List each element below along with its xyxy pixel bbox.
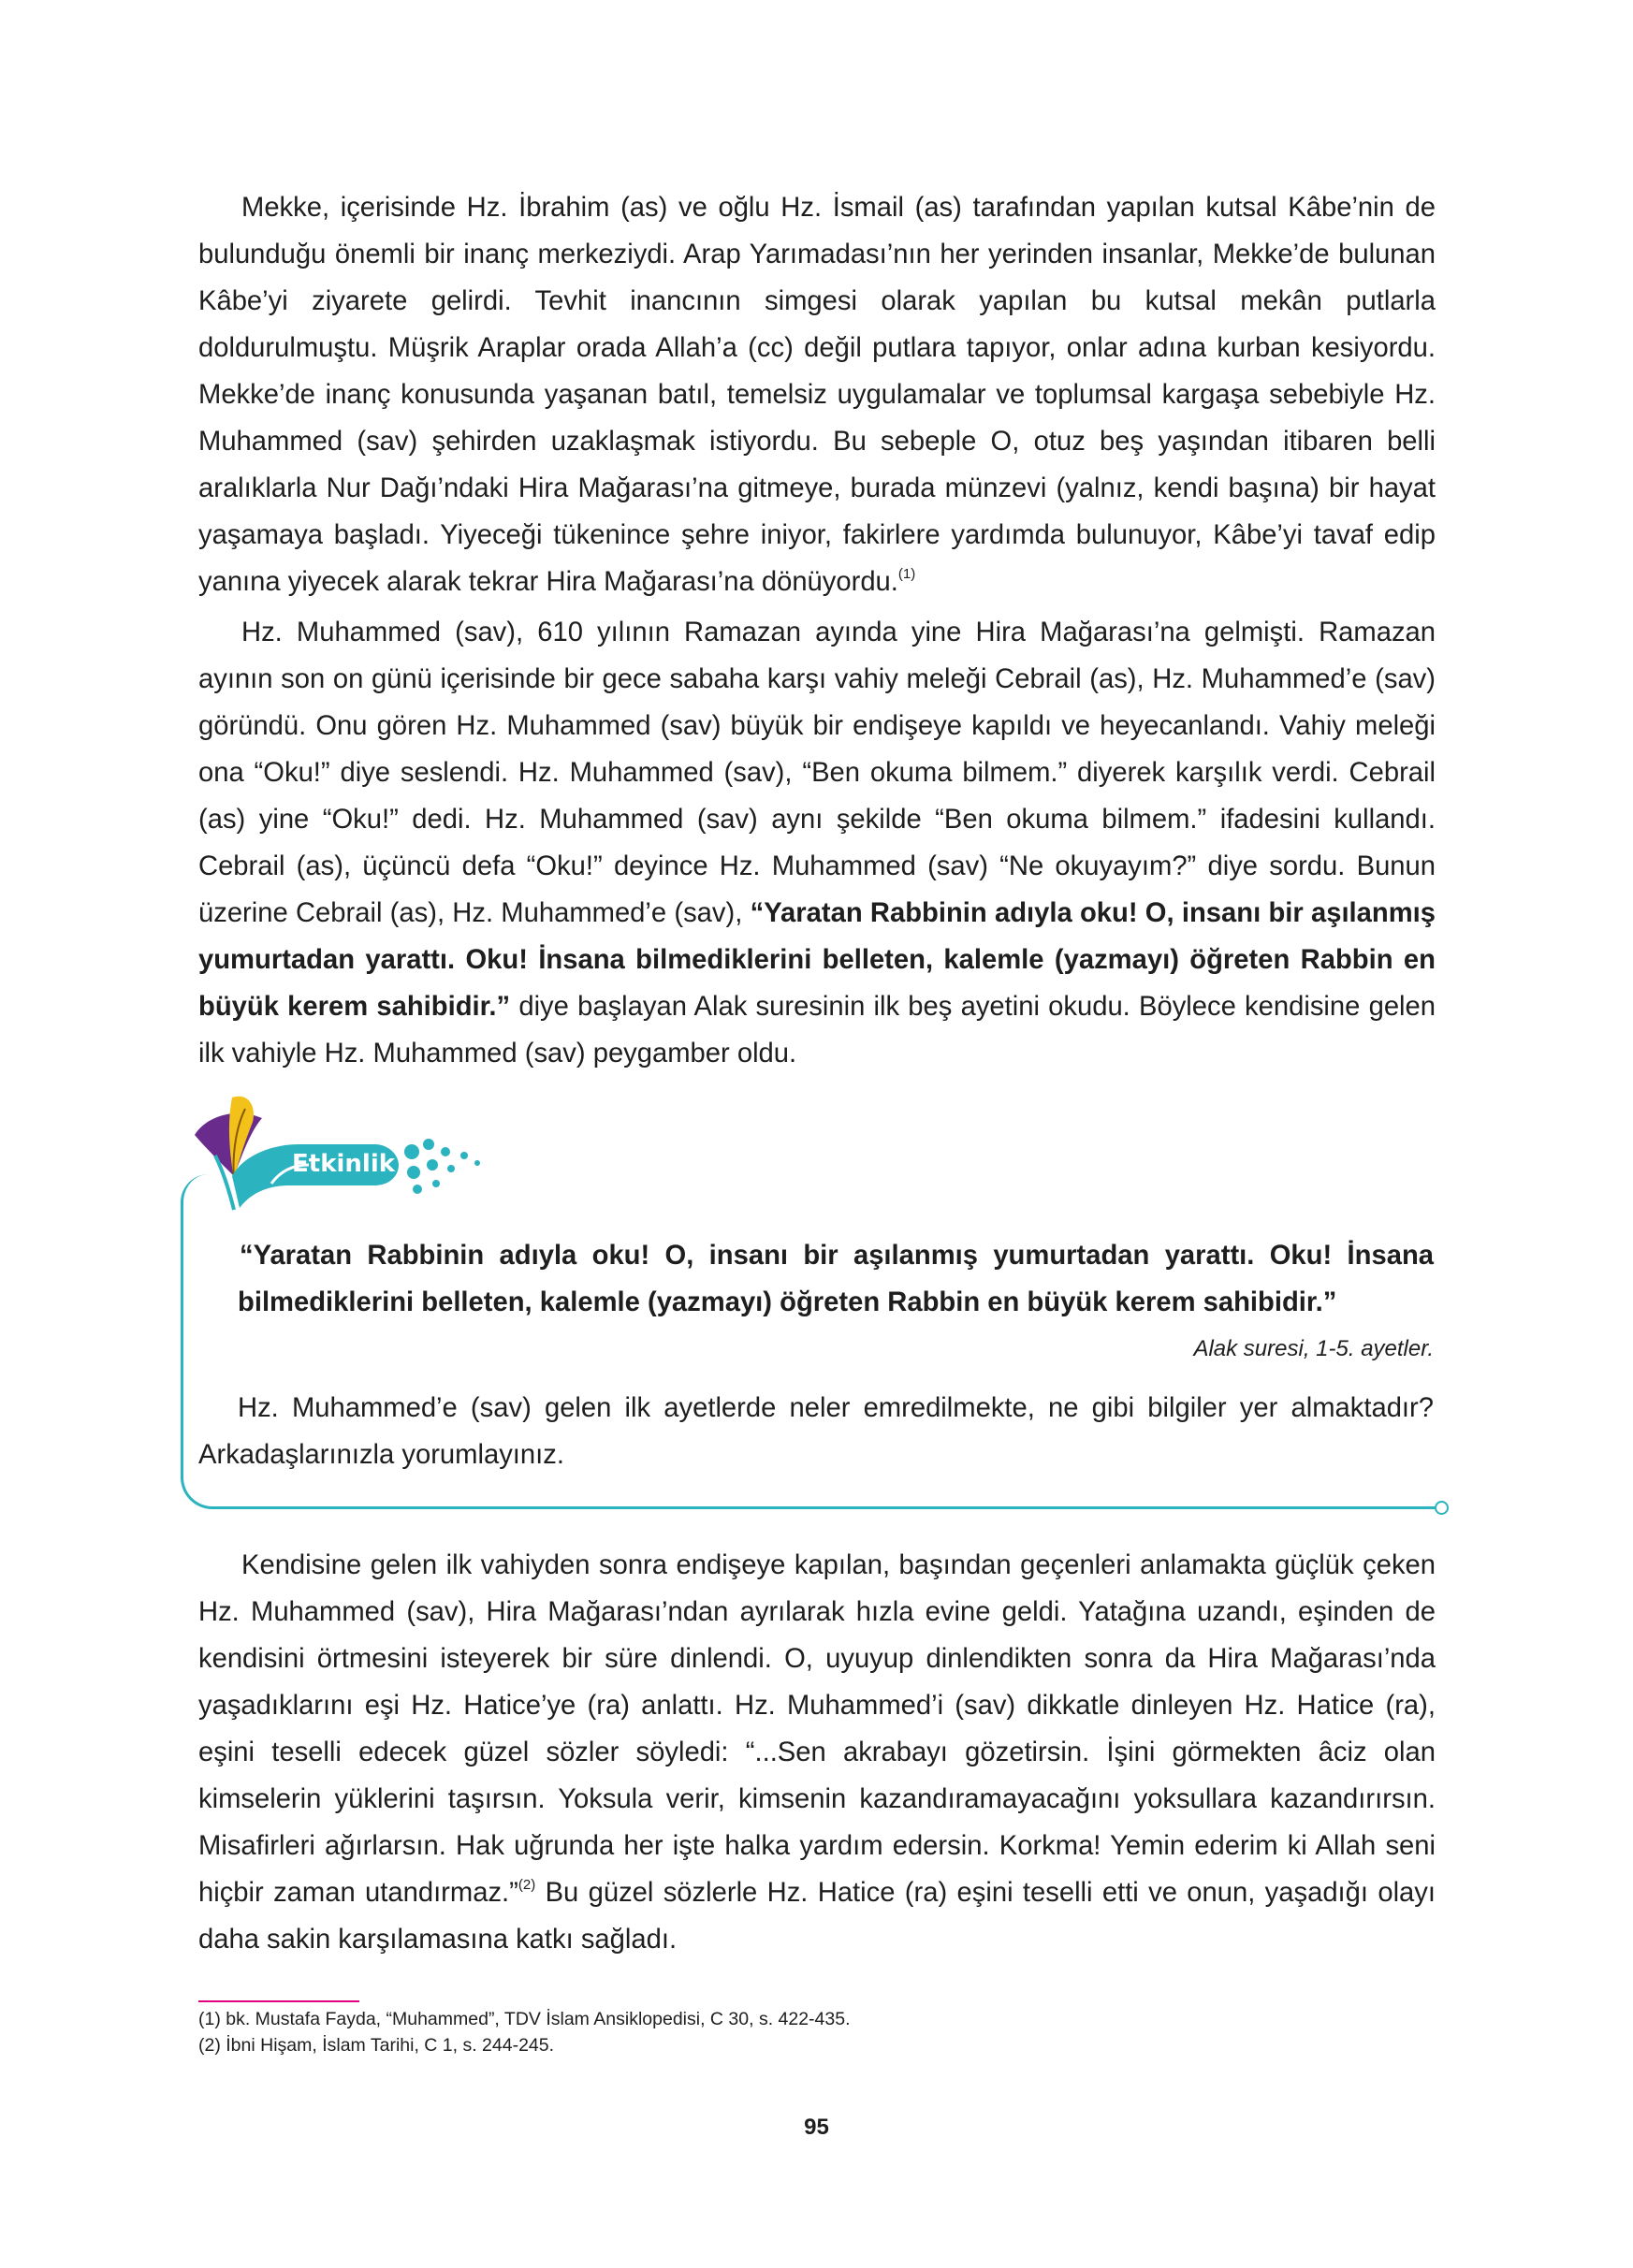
page-number: 95 — [804, 2115, 829, 2140]
revelation-quote-bold: “Yaratan Rabbinin adıyla oku! O, insanı bir aşılanmış yumurtadan yarattı. Oku! İnsana bilmediklerini belleten, kalemle (yazmayı) öğreten Rabbin en büyük kerem sahibidir.” — [198, 898, 1436, 1022]
footnote-1: (1) bk. Mustafa Fayda, “Muhammed”, TDV İslam Ansiklopedisi, C 30, s. 422-435. — [198, 2009, 851, 2029]
paragraph-mecca — [198, 184, 1436, 605]
paragraph-text: Hz. Muhammed (sav), 610 yılının Ramazan ayında yine Hira Mağarası’na gelmişti. Ramazan ayının son on günü içerisinde bir gece sabaha karşı vahiy meleği Cebrail (as), Hz. Muhammed’e (sav) göründü. Onu gören Hz. Muhammed (sav) büyük bir endişeye kapıldı ve heyecanlandı. Vahiy meleği ona “Oku!” diye seslendi. Hz. Muhammed (sav), “Ben okuma bilmem.” diyerek karşılık verdi. Cebrail (as) yine “Oku!” dedi. Hz. Muhammed (sav) aynı şekilde “Ben okuma bilmem.” ifadesini kullandı. Cebrail (as), üçüncü defa “Oku!” deyince Hz. Muhammed (sav) “Ne okuyayım?” diye sordu. Bunun üzerine Cebrail (as), Hz. Muhammed’e (sav), — [198, 618, 1436, 928]
paragraph-text: Mekke, içerisinde Hz. İbrahim (as) ve oğlu Hz. İsmail (as) tarafından yapılan kutsal Kâbe’nin de bulunduğu önemli bir inanç merkeziydi. Arap Yarımadası’nın her yerinden insanlar, Mekke’de bulunan Kâbe’yi ziyarete gelirdi. Tevhit inancının simgesi olarak yapılan bu kutsal mekân putlarla doldurulmuştu. Müşrik Araplar orada Allah’a (cc) değil putlara tapıyor, onlar adına kurban kesiyordu. Mekke’de inanç konusunda yaşanan batıl, temelsiz uygulamalar ve toplumsal kargaşa sebebiyle Hz. Muhammed (sav) şehirden uzaklaşmak istiyordu. Bu sebeple O, otuz beş yaşından itibaren belli aralıklarla Nur Dağı’ndaki Hira Mağarası’na gitmeye, burada münzevi (yalnız, kendi başına) bir hayat yaşamaya başladı. Yiyeceği tükenince şehre iniyor, fakirlere yardımda bulunuyor, Kâbe’yi tavaf edip yanına yiyecek alarak tekrar Hira Mağarası’na dönüyordu. — [198, 193, 1436, 597]
activity-quote: “Yaratan Rabbinin adıyla oku! O, insanı bir aşılanmış yumurtadan yarattı. Oku! İnsana bilmediklerini belleten, kalemle (yazmayı) öğreten Rabbin en büyük kerem sahibidir.” — [238, 1241, 1434, 1317]
activity-source: Alak suresi, 1-5. ayetler. — [1193, 1336, 1434, 1361]
footnote-divider — [198, 2000, 359, 2002]
paragraph-first-revelation — [198, 609, 1436, 1077]
paragraph-hatice — [198, 1542, 1436, 1963]
paragraph-text: Kendisine gelen ilk vahiyden sonra endişeye kapılan, başından geçenleri anlamakta güçlük çeken Hz. Muhammed (sav), Hira Mağarası’ndan ayrılarak hızla evine geldi. Yatağına uzandı, eşinden de kendisini örtmesini isteyerek bir süre dinlendi. O, uyuyup dinlendikten sonra da Hira Mağarası’nda yaşadıklarını eşi Hz. Hatice’ye (ra) anlattı. Hz. Muhammed’i (sav) dikkatle dinleyen Hz. Hatice (ra), eşini teselli edecek güzel sözler söyledi: “...Sen akrabayı gözetirsin. İşini görmekten âciz olan kimselerin yüklerini taşırsın. Yoksula verir, kimsenin kazandıramayacağını yoksullara kazandırırsın. Misafirleri ağırlarsın. Hak uğrunda her işte halka yardım edersin. Korkma! Yemin ederim ki Allah seni hiçbir zaman utandırmaz.” — [198, 1550, 1436, 1908]
footnote-2: (2) İbni Hişam, İslam Tarihi, C 1, s. 244-245. — [198, 2035, 555, 2056]
box-end-dot — [1435, 1501, 1449, 1515]
activity-label: Etkinlik — [292, 1150, 396, 1178]
footnote-ref-1: (1) — [897, 566, 916, 583]
paragraph-text: Bu güzel sözlerle Hz. Hatice (ra) eşini teselli etti ve onun, yaşadığı olayı daha sakin karşılamasına katkı sağladı. — [198, 1878, 1436, 1955]
activity-question: Hz. Muhammed’e (sav) gelen ilk ayetlerde neler emredilmekte, ne gibi bilgiler yer almaktadır? Arkadaşlarınızla yorumlayınız. — [198, 1393, 1434, 1470]
paragraph-text: diye başlayan Alak suresinin ilk beş ayetini okudu. Böylece kendisine gelen ilk vahiyle Hz. Muhammed (sav) peygamber oldu. — [198, 992, 1436, 1069]
footnote-ref-2: (2) — [518, 1877, 536, 1894]
